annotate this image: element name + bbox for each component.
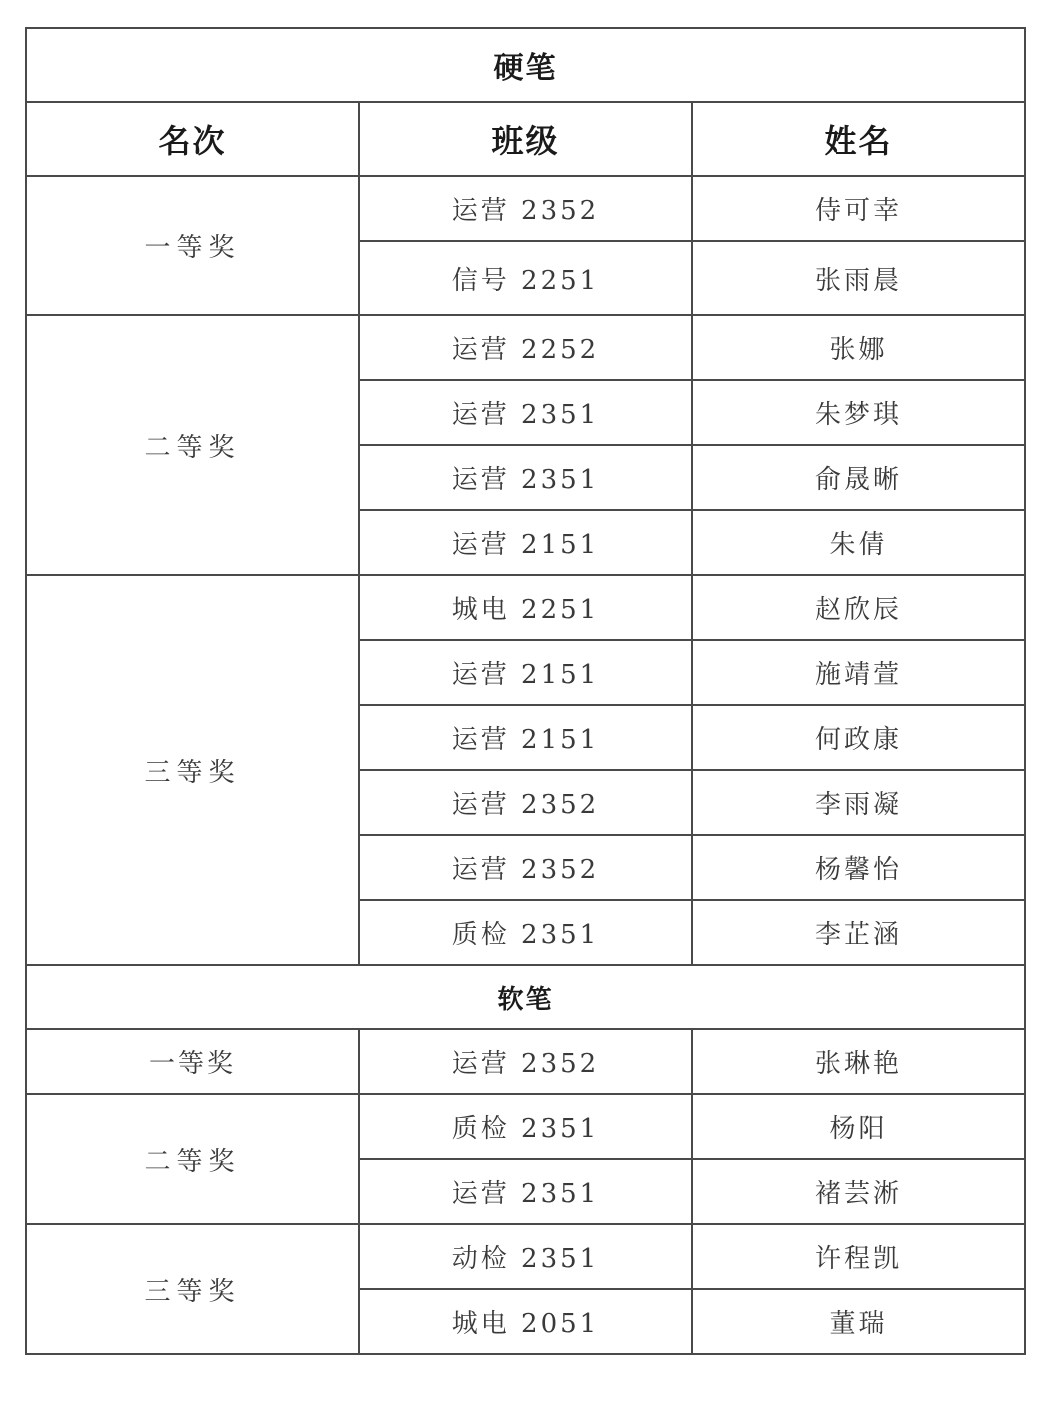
class-cell: 运营 2351	[359, 1159, 692, 1224]
class-cell: 质检 2351	[359, 900, 692, 965]
name-cell: 俞晟晰	[692, 445, 1025, 510]
rank-cell: 一等奖	[26, 1029, 359, 1094]
awards-table	[25, 27, 1026, 1355]
name-cell: 施靖萱	[692, 640, 1025, 705]
class-cell: 运营 2352	[359, 835, 692, 900]
class-cell: 城电 2051	[359, 1289, 692, 1354]
column-header-row	[26, 102, 1025, 176]
name-cell: 董瑞	[692, 1289, 1025, 1354]
name-cell: 张雨晨	[692, 241, 1025, 315]
class-cell: 运营 2151	[359, 640, 692, 705]
class-cell: 运营 2252	[359, 315, 692, 380]
table-row	[26, 1029, 1025, 1094]
name-cell: 赵欣辰	[692, 575, 1025, 640]
name-cell: 朱梦琪	[692, 380, 1025, 445]
class-cell: 动检 2351	[359, 1224, 692, 1289]
section-title-row	[26, 28, 1025, 102]
name-cell: 侍可幸	[692, 176, 1025, 241]
class-cell: 运营 2151	[359, 510, 692, 575]
name-cell: 张娜	[692, 315, 1025, 380]
rank-cell: 一等奖	[26, 176, 359, 315]
column-header-name: 姓名	[692, 102, 1025, 176]
class-cell: 运营 2352	[359, 176, 692, 241]
table-row	[26, 1094, 1025, 1159]
name-cell: 朱倩	[692, 510, 1025, 575]
class-cell: 运营 2352	[359, 770, 692, 835]
class-cell: 城电 2251	[359, 575, 692, 640]
rank-cell: 二等奖	[26, 315, 359, 575]
table-row	[26, 315, 1025, 380]
name-cell: 杨阳	[692, 1094, 1025, 1159]
name-cell: 杨馨怡	[692, 835, 1025, 900]
name-cell: 褚芸淅	[692, 1159, 1025, 1224]
name-cell: 许程凯	[692, 1224, 1025, 1289]
name-cell: 何政康	[692, 705, 1025, 770]
class-cell: 运营 2352	[359, 1029, 692, 1094]
rank-cell: 三等奖	[26, 1224, 359, 1354]
table-row	[26, 176, 1025, 241]
column-header-class: 班级	[359, 102, 692, 176]
rank-cell: 二等奖	[26, 1094, 359, 1224]
class-cell: 运营 2351	[359, 445, 692, 510]
column-header-rank: 名次	[26, 102, 359, 176]
rank-cell: 三等奖	[26, 575, 359, 965]
section-title-soft-brush: 软笔	[26, 965, 1025, 1029]
section-title-row	[26, 965, 1025, 1029]
class-cell: 运营 2351	[359, 380, 692, 445]
class-cell: 信号 2251	[359, 241, 692, 315]
name-cell: 李雨凝	[692, 770, 1025, 835]
name-cell: 张琳艳	[692, 1029, 1025, 1094]
class-cell: 质检 2351	[359, 1094, 692, 1159]
table-row	[26, 575, 1025, 640]
class-cell: 运营 2151	[359, 705, 692, 770]
name-cell: 李芷涵	[692, 900, 1025, 965]
table-row	[26, 1224, 1025, 1289]
section-title-hard-pen: 硬笔	[26, 28, 1025, 102]
